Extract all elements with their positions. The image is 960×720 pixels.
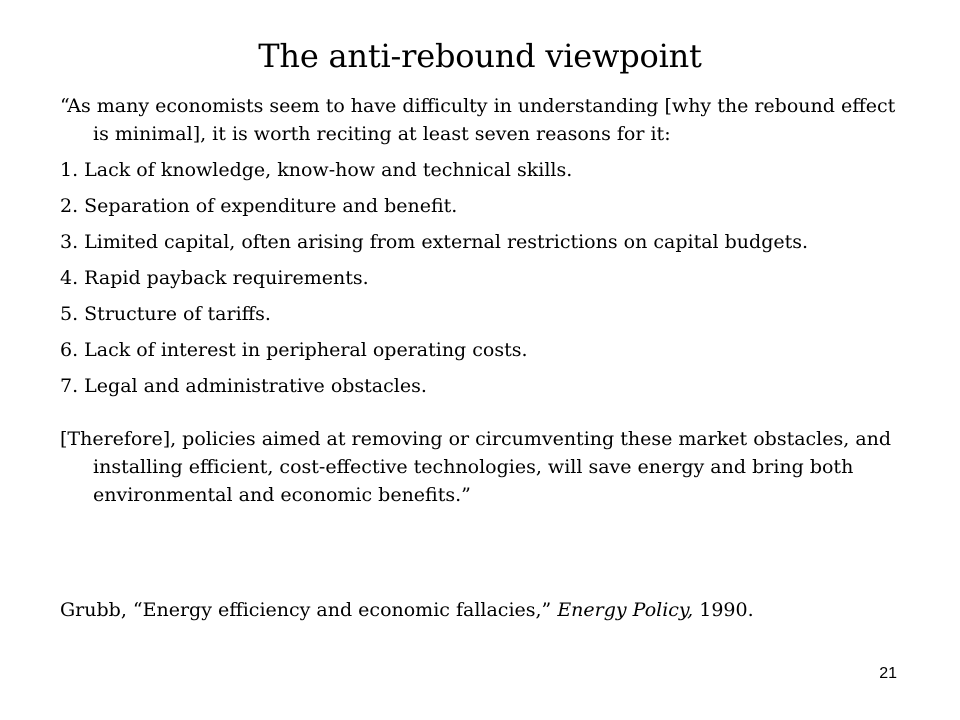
citation-author-title: Grubb, “Energy efficiency and economic fallacies,” [60,599,552,621]
reason-item: 7. Legal and administrative obstacles. [60,375,427,397]
quote-conclusion: [Therefore], policies aimed at removing or circumventing these market obstacles, and installing efficient, cost-effective technologies, will save energy and bring both environmental and economic benefits.” [60,428,892,506]
reason-item: 1. Lack of knowledge, know-how and technical skills. [60,159,573,181]
citation-journal: Energy Policy, [557,599,694,621]
page-number: 21 [879,665,897,682]
reason-item: 2. Separation of expenditure and benefit. [60,195,458,217]
quote-intro: “As many economists seem to have difficulty in understanding [why the rebound effect is minimal], it is worth reciting at least seven reasons for it: [60,95,896,145]
reason-item: 4. Rapid payback requirements. [60,267,369,289]
slide-title: The anti-rebound viewpoint [258,37,702,75]
reason-item: 6. Lack of interest in peripheral operating costs. [60,339,528,361]
reasons-list [60,156,910,400]
reason-item: 3. Limited capital, often arising from external restrictions on capital budgets. [60,231,809,253]
citation-year: 1990. [699,599,754,621]
citation [60,596,910,624]
reason-item: 5. Structure of tariffs. [60,303,271,325]
quote-body [60,92,910,517]
